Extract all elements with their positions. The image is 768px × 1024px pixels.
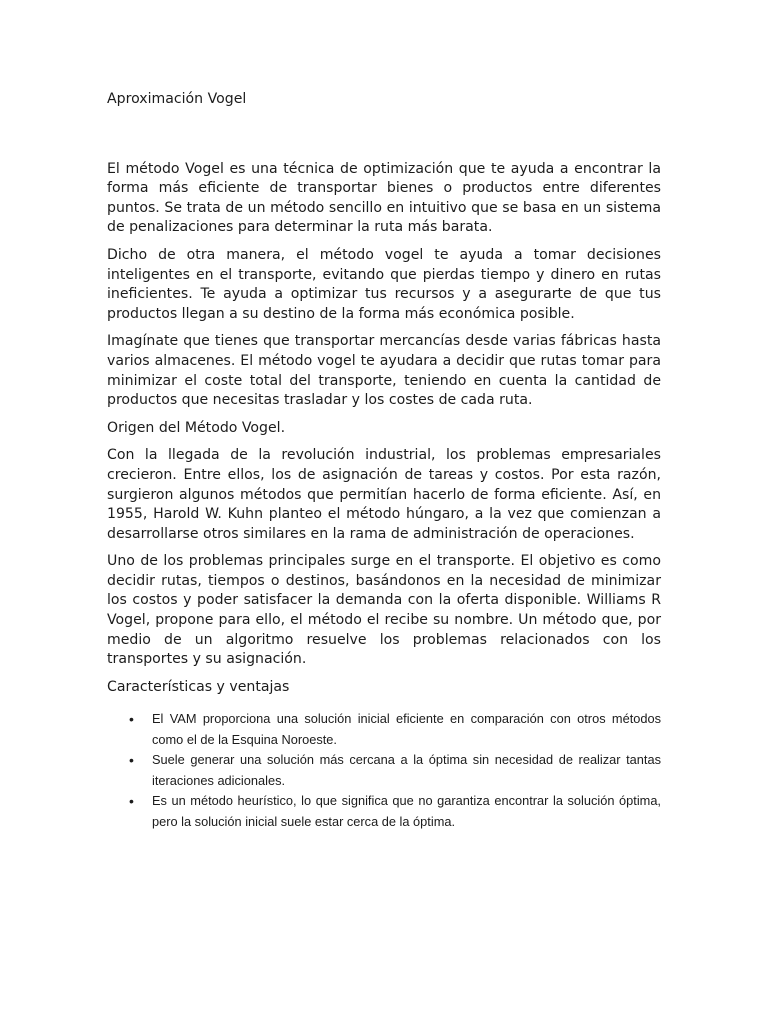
features-list [107, 709, 661, 832]
document-page [107, 90, 661, 832]
list-item-text: Suele generar una solución más cercana a la óptima sin necesidad de realizar tantas iteraciones adicionales. [152, 752, 661, 788]
bullet-icon: • [129, 793, 134, 810]
list-item-text: Es un método heurístico, lo que significa que no garantiza encontrar la solución óptima, pero la solución inicial suele estar cerca de la óptima. [152, 793, 661, 829]
section-heading-features: Características y ventajas [107, 678, 290, 695]
bullet-icon: • [129, 711, 134, 728]
paragraph-example: Imagínate que tienes que transportar mercancías desde varias fábricas hasta varios almacenes. El método vogel te ayudara a decidir que rutas tomar para minimizar el coste total del transporte, teniendo en cuenta la cantidad de productos que necesitas trasladar y los costes de cada ruta. [107, 333, 661, 409]
paragraph-intro: El método Vogel es una técnica de optimización que te ayuda a encontrar la forma más eficiente de transportar bienes o productos entre diferentes puntos. Se trata de un método sencillo en intuitivo que se basa en un sistema de penalizaciones para determinar la ruta más barata. [107, 160, 661, 236]
paragraph-origin-transport: Uno de los problemas principales surge en el transporte. El objetivo es como decidir rutas, tiempos o destinos, basándonos en la necesidad de minimizar los costos y poder satisfacer la demanda con la oferta disponible. Williams R Vogel, propone para ello, el método el recibe su nombre. Un método que, por medio de un algoritmo resuelve los problemas relacionados con los transportes y su asignación. [107, 553, 661, 668]
document-title: Aproximación Vogel [107, 91, 247, 107]
paragraph-explanation: Dicho de otra manera, el método vogel te ayuda a tomar decisiones inteligentes en el transporte, evitando que pierdas tiempo y dinero en rutas ineficientes. Te ayuda a optimizar tus recursos y a asegurarte de que tus productos llegan a su destino de la forma más económica posible. [107, 246, 661, 322]
section-heading-origin: Origen del Método Vogel. [107, 419, 286, 436]
bullet-icon: • [129, 752, 134, 769]
list-item [107, 791, 661, 832]
paragraph-origin-history: Con la llegada de la revolución industrial, los problemas empresariales crecieron. Entre ellos, los de asignación de tareas y costos. Por esta razón, surgieron algunos métodos que permitían hacerlo de forma eficiente. Así, en 1955, Harold W. Kuhn planteo el método húngaro, a la vez que comienzan a desarrollarse otros similares en la rama de administración de operaciones. [107, 447, 661, 542]
list-item-text: El VAM proporciona una solución inicial eficiente en comparación con otros métodos como el de la Esquina Noroeste. [152, 711, 661, 747]
list-item [107, 750, 661, 791]
list-item [107, 709, 661, 750]
